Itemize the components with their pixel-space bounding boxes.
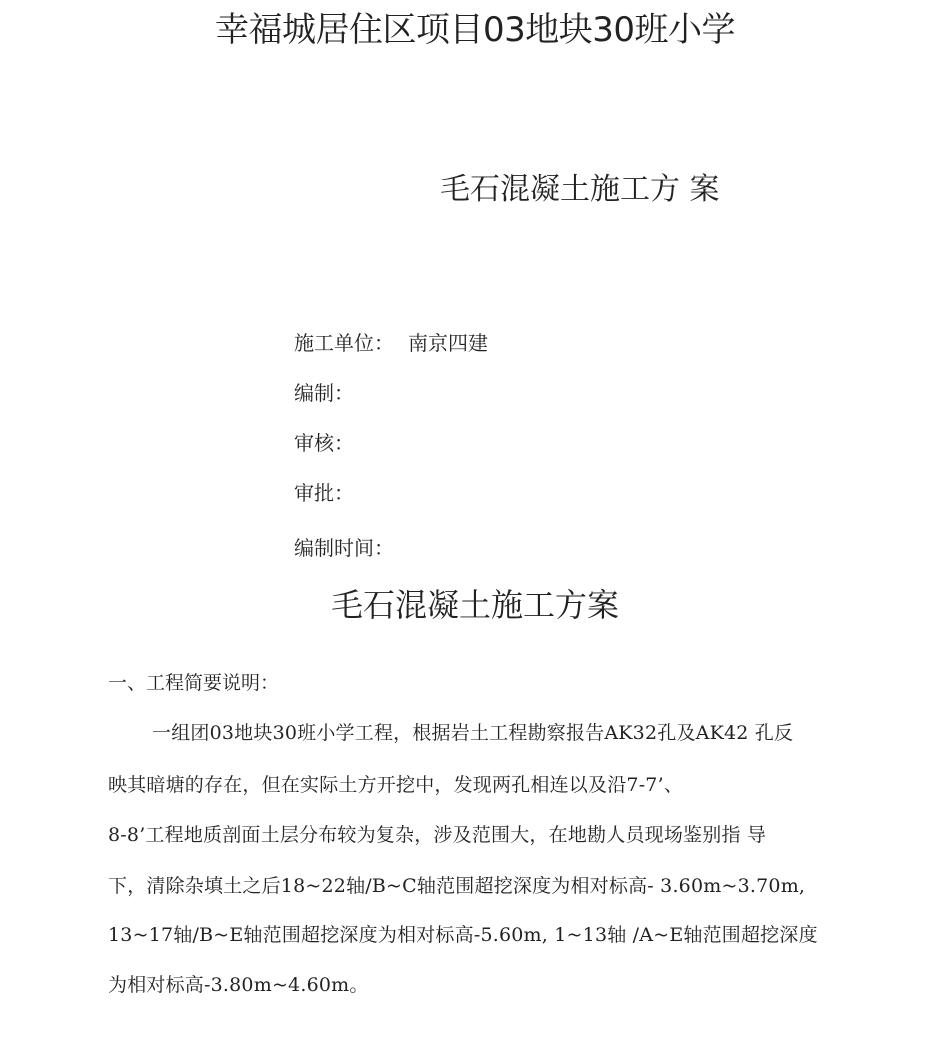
body-line: 为相对标高-3.80m~4.60m。 xyxy=(108,974,369,996)
compile-date-row xyxy=(294,532,394,561)
body-line: 映其暗塘的存在，但在实际土方开挖中，发现两孔相连以及沿7-7’、 xyxy=(108,774,684,796)
approver-row xyxy=(294,477,354,506)
cover-plan-title: 毛石混凝土施工方 案 xyxy=(440,172,720,207)
reviewer-row xyxy=(294,427,354,456)
body-line: 下，清除杂填土之后18~22轴/B~C轴范围超挖深度为相对标高- 3.60m~3.70m, xyxy=(108,875,806,897)
approver-label: 审批： xyxy=(294,481,354,505)
body-line: 13~17轴/B~E轴范围超挖深度为相对标高-5.60m, 1~13轴 /A~E轴范围超挖深度 xyxy=(108,924,818,946)
compile-date-label: 编制时间： xyxy=(294,536,394,560)
project-title: 幸福城居住区项目03地块30班小学 xyxy=(214,10,736,50)
compiler-row xyxy=(294,377,354,406)
body-line: 一组团03地块30班小学工程，根据岩土工程勘察报告AK32孔及AK42 孔反 xyxy=(152,722,794,744)
construction-unit-value: 南京四建 xyxy=(408,331,488,355)
compiler-label: 编制： xyxy=(294,381,354,405)
body-line: 8-8’工程地质剖面土层分布较为复杂，涉及范围大，在地勘人员现场鉴别指 导 xyxy=(108,824,767,846)
section-heading: 一、工程简要说明： xyxy=(108,672,280,694)
construction-unit-label: 施工单位： xyxy=(294,331,394,355)
construction-unit-row xyxy=(294,327,488,356)
document-title: 毛石混凝土施工方案 xyxy=(330,586,619,624)
reviewer-label: 审核： xyxy=(294,431,354,455)
